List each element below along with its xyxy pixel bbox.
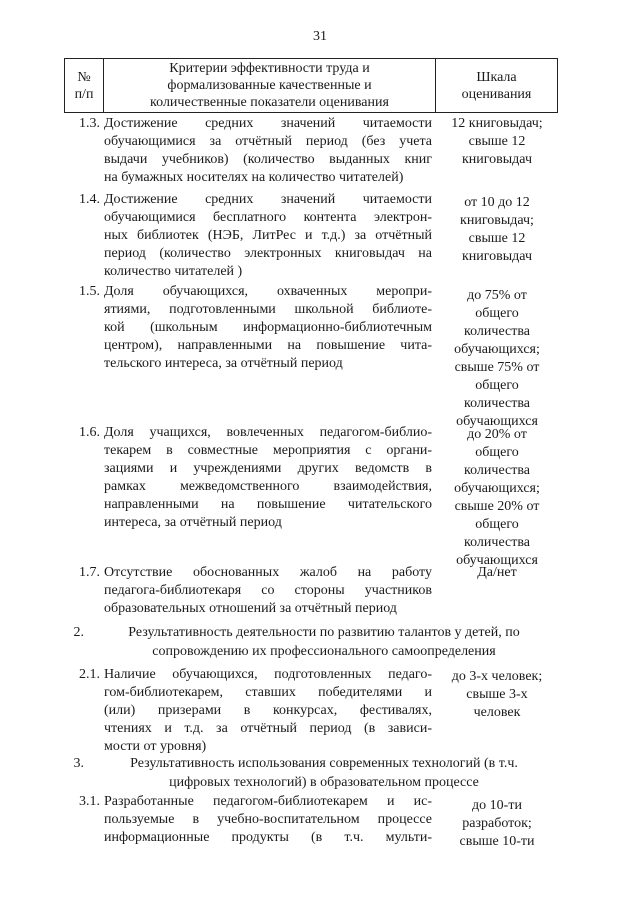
- criteria-line: зациями и учреждениями других ведомств в: [104, 461, 432, 476]
- scale-line: обучающихся;: [454, 342, 540, 357]
- row-criteria: [104, 191, 432, 281]
- row-scale: [433, 115, 561, 169]
- header-scale: [436, 59, 557, 112]
- section-title-line: Результативность использования современных технологий (в т.ч.: [130, 756, 518, 771]
- section-title-line: сопровождению их профессионального самоопределения: [152, 644, 496, 659]
- header-num-label: № п/п: [74, 69, 94, 102]
- criteria-line: Доля обучающихся, охваченных меропри-: [104, 284, 432, 299]
- scale-line: 12 книговыдач;: [451, 116, 543, 131]
- criteria-line: ятиями, подготовленными школьной библиоте-: [104, 302, 432, 317]
- scale-line: человек: [473, 705, 521, 720]
- criteria-line: Наличие обучающихся, подготовленных педаго-: [104, 667, 432, 682]
- criteria-line: ных библиотек (НЭБ, ЛитРес и т.д.) за отчётный: [104, 228, 432, 243]
- scale-line: от 10 до 12: [464, 195, 530, 210]
- row-criteria: [104, 283, 432, 373]
- scale-line: книговыдач: [461, 152, 532, 167]
- header-scale-label: Шкала оценивания: [461, 69, 532, 102]
- row-number: 1.7.: [79, 565, 100, 580]
- row-criteria: [104, 115, 432, 187]
- section-title-line: Результативность деятельности по развитию талантов у детей, по: [128, 625, 520, 640]
- header-num: [65, 59, 104, 112]
- criteria-line: тельского интереса, за отчётный период: [104, 356, 343, 371]
- section-number: 2.: [73, 625, 84, 640]
- row-scale: [433, 287, 561, 431]
- criteria-line: гом-библиотекарем, ставших победителями и: [104, 685, 432, 700]
- scale-line: обучающихся: [456, 414, 538, 429]
- scale-line: общего: [475, 517, 519, 532]
- criteria-line: информационные продукты (в т.ч. мульти-: [104, 830, 432, 845]
- scale-line: свыше 12: [468, 231, 526, 246]
- criteria-line: выдачи учебников) (количество выданных книг: [104, 152, 432, 167]
- criteria-line: чтениях и т.д. за отчётный период (в зависи-: [104, 721, 432, 736]
- row-criteria: [104, 424, 432, 532]
- scale-line: книговыдач: [461, 249, 532, 264]
- row-number: 1.5.: [79, 284, 100, 299]
- row-number: 1.3.: [79, 116, 100, 131]
- criteria-line: количество читателей ): [104, 264, 243, 279]
- scale-line: до 75% от: [467, 288, 527, 303]
- criteria-line: Достижение средних значений читаемости: [104, 192, 432, 207]
- page-number: 31: [313, 29, 327, 44]
- scale-line: количества: [464, 535, 530, 550]
- scale-line: разработок;: [462, 816, 532, 831]
- criteria-line: текарем в совместные мероприятия с органи-: [104, 443, 432, 458]
- row-number: 2.1.: [79, 667, 100, 682]
- scale-line: Да/нет: [477, 565, 517, 580]
- section-title-line: цифровых технологий) в образовательном процессе: [169, 775, 479, 790]
- criteria-line: на бумажных носителях на количество читателей): [104, 170, 404, 185]
- scale-line: свыше 12: [468, 134, 526, 149]
- criteria-line: направленными на повышение читательского: [104, 497, 432, 512]
- criteria-line: Достижение средних значений читаемости: [104, 116, 432, 131]
- header-criteria: [104, 59, 436, 112]
- scale-line: общего: [475, 445, 519, 460]
- scale-line: до 10-ти: [472, 798, 522, 813]
- row-number: 1.6.: [79, 425, 100, 440]
- criteria-line: Доля учащихся, вовлеченных педагогом-библио-: [104, 425, 432, 440]
- criteria-line: (или) призерами в конкурсах, фестивалях,: [104, 703, 432, 718]
- row-scale: [433, 797, 561, 851]
- header-criteria-label: Критерии эффективности труда и формализованные качественные и количественные показатели оценивания: [150, 61, 389, 110]
- criteria-line: период (количество электронных книговыдач на: [104, 246, 432, 261]
- row-scale: [433, 426, 561, 570]
- row-scale: [433, 668, 561, 722]
- criteria-line: Отсутствие обоснованных жалоб на работу: [104, 565, 432, 580]
- scale-line: свыше 10-ти: [459, 834, 535, 849]
- criteria-line: педагога-библиотекаря со стороны участников: [104, 583, 432, 598]
- scale-line: книговыдач;: [460, 213, 534, 228]
- criteria-line: рамках межведомственного взаимодействия,: [104, 479, 432, 494]
- criteria-line: интереса, за отчётный период: [104, 515, 282, 530]
- criteria-line: мости от уровня): [104, 739, 207, 754]
- scale-line: обучающихся: [456, 553, 538, 568]
- criteria-line: пользуемые в учебно-воспитательном процессе: [104, 812, 432, 827]
- row-criteria: [104, 793, 432, 847]
- scale-line: общего: [475, 378, 519, 393]
- scale-line: до 20% от: [467, 427, 527, 442]
- scale-line: количества: [464, 396, 530, 411]
- scale-line: количества: [464, 463, 530, 478]
- criteria-line: Разработанные педагогом-библиотекарем и ис-: [104, 794, 432, 809]
- section-number: 3.: [73, 756, 84, 771]
- scale-line: до 3-х человек;: [451, 669, 543, 684]
- table-header: [64, 58, 558, 113]
- criteria-line: образовательных отношений за отчётный период: [104, 601, 397, 616]
- row-number: 3.1.: [79, 794, 100, 809]
- section-title: [104, 754, 544, 792]
- scale-line: свыше 3-х: [466, 687, 528, 702]
- criteria-line: кой (школьным информационно-библиотечным: [104, 320, 432, 335]
- row-criteria: [104, 564, 432, 618]
- scale-line: свыше 75% от: [454, 360, 540, 375]
- scale-line: обучающихся;: [454, 481, 540, 496]
- criteria-line: центром), направленными на повышение чита-: [104, 338, 432, 353]
- scale-line: количества: [464, 324, 530, 339]
- criteria-line: обучающимися бесплатного контента электрон-: [104, 210, 432, 225]
- row-criteria: [104, 666, 432, 756]
- row-scale: [433, 564, 561, 582]
- scale-line: свыше 20% от: [454, 499, 540, 514]
- scale-line: общего: [475, 306, 519, 321]
- row-number: 1.4.: [79, 192, 100, 207]
- row-scale: [433, 194, 561, 266]
- criteria-line: обучающимися за отчётный период (без учета: [104, 134, 432, 149]
- section-title: [104, 623, 544, 661]
